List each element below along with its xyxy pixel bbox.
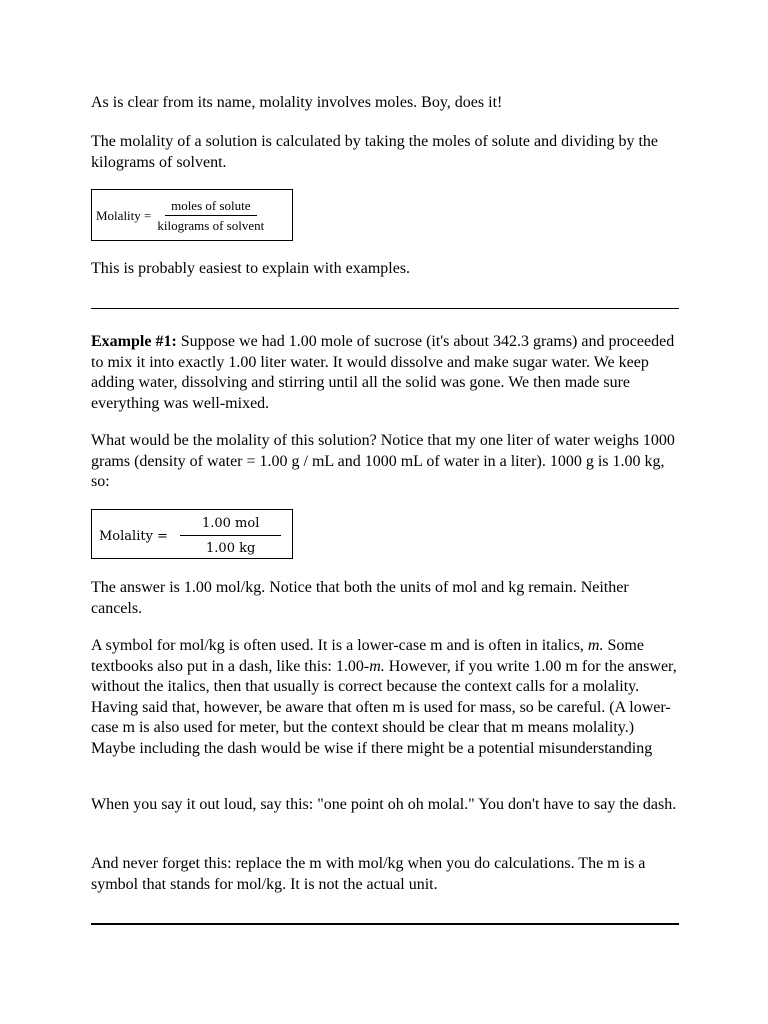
- italic-m-1: m.: [587, 637, 604, 654]
- examples-intro-paragraph: This is probably easiest to explain with examples.: [91, 260, 411, 277]
- example-1-question: What would be the molality of this solution? Notice that my one liter of water weighs 1000 grams (density of water = 1.00 g / mL and 1000 mL of water in a liter). 1000 g is 1.00 kg, so:: [91, 432, 675, 490]
- formula-numerator: moles of solute: [165, 198, 256, 216]
- answer-paragraph: The answer is 1.00 mol/kg. Notice that both the units of mol and kg remain. Neither cancels.: [91, 579, 629, 617]
- reminder-paragraph: And never forget this: replace the m with mol/kg when you do calculations. The m is a symbol that stands for mol/kg. It is not the actual unit.: [91, 855, 646, 893]
- symbol-paragraph: [91, 636, 679, 759]
- pronunciation-paragraph: When you say it out loud, say this: "one point oh oh molal." You don't have to say the dash.: [91, 796, 677, 813]
- symbol-text-c: However, if you write 1.00 m for the answer, without the italics, then that usually is correct because the context calls for a molality. Having said that, however, be aware that often m is used for mass, so be careful. (A lower-case m is also used for meter, but the context should be clear that m means molality.) Maybe including the dash would be wise if there might be a potential misunderstanding: [91, 657, 677, 757]
- symbol-text-a: A symbol for mol/kg is often used. It is a lower-case m and is often in italics,: [91, 637, 588, 654]
- definition-paragraph: The molality of a solution is calculated by taking the moles of solute and dividing by the kilograms of solvent.: [91, 133, 658, 171]
- intro-paragraph: As is clear from its name, molality involves moles. Boy, does it!: [91, 94, 503, 111]
- section-divider: [91, 308, 679, 309]
- example-formula-denominator: 1.00 kg: [206, 541, 256, 556]
- italic-m-2: m.: [369, 657, 385, 675]
- molality-formula-box: [91, 189, 293, 241]
- example-1-text: Suppose we had 1.00 mole of sucrose (it's about 342.3 grams) and proceeded to mix it into exactly 1.00 liter water. It would dissolve and make sugar water. We keep adding water, dissolving and stirring until all the solid was gone. We then made sure everything was well-mixed.: [91, 333, 675, 412]
- symbol-text-b: Some textbooks also put in a dash, like this: 1.00-: [91, 637, 644, 675]
- example-formula-fraction: [180, 515, 281, 557]
- example-formula-box: [91, 509, 293, 559]
- example-1-heading: Example #1:: [91, 333, 177, 350]
- formula-fraction: [157, 198, 264, 234]
- bottom-divider: [91, 923, 679, 925]
- example-1-paragraph: [91, 332, 679, 414]
- example-formula-numerator: 1.00 mol: [180, 515, 281, 536]
- formula-label: Molality =: [96, 208, 152, 223]
- example-formula-label: Molality =: [99, 528, 168, 544]
- formula-denominator: kilograms of solvent: [157, 218, 265, 233]
